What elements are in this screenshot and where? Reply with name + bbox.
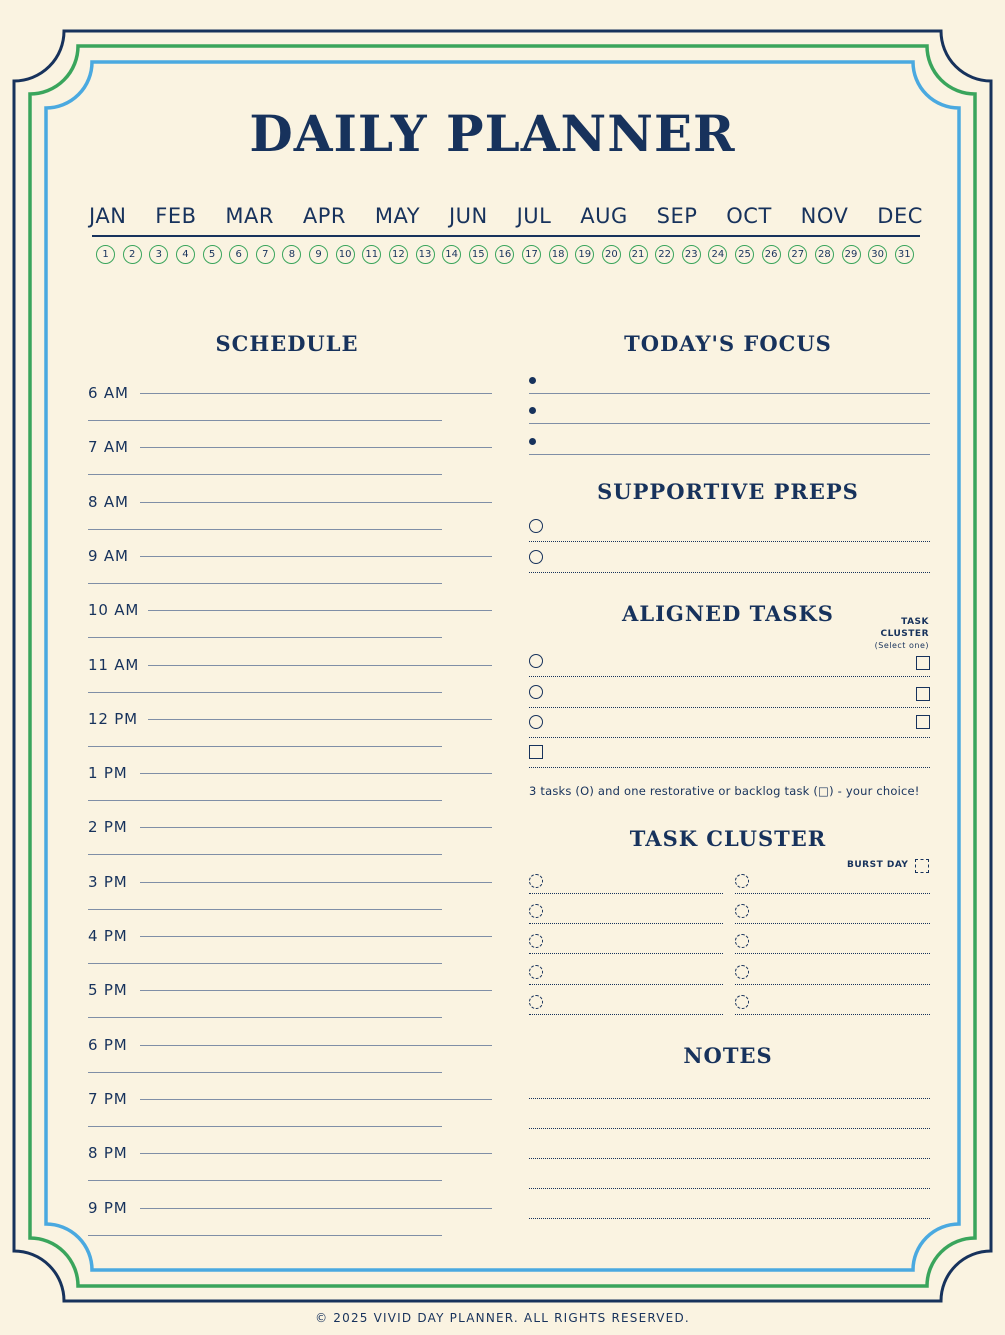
schedule-line	[88, 420, 442, 421]
schedule-line	[140, 1099, 492, 1100]
day-6[interactable]: 6	[229, 245, 248, 264]
schedule-line	[88, 909, 442, 910]
day-4[interactable]: 4	[176, 245, 195, 264]
cluster-task-row[interactable]	[735, 992, 930, 1015]
month-aug[interactable]: AUG	[580, 204, 628, 228]
day-26[interactable]: 26	[762, 245, 781, 264]
time-label: 12 PM	[88, 709, 138, 728]
square-checkbox-icon[interactable]	[916, 715, 930, 729]
schedule-line	[88, 854, 442, 855]
aligned-task-row[interactable]	[529, 652, 930, 677]
cluster-task-row[interactable]	[735, 871, 930, 894]
month-divider	[92, 235, 920, 237]
page-title: DAILY PLANNER	[249, 104, 736, 163]
circle-checkbox-icon[interactable]	[529, 550, 543, 564]
month-may[interactable]: MAY	[374, 204, 421, 228]
schedule-line	[140, 773, 492, 774]
circle-checkbox-icon[interactable]	[529, 685, 543, 699]
day-12[interactable]: 12	[389, 245, 408, 264]
time-label: 5 PM	[88, 981, 128, 1000]
backlog-task-row[interactable]	[529, 743, 930, 768]
time-label: 6 AM	[88, 384, 129, 402]
dashed-circle-checkbox-icon[interactable]	[529, 874, 543, 888]
dashed-circle-checkbox-icon[interactable]	[529, 995, 543, 1009]
time-label: 1 PM	[88, 764, 128, 783]
prep-item[interactable]	[529, 548, 930, 573]
month-oct[interactable]: OCT	[726, 204, 772, 228]
focus-item[interactable]	[529, 372, 930, 394]
schedule-line	[140, 447, 492, 448]
notes-heading: NOTES	[683, 1043, 773, 1068]
cluster-task-row[interactable]	[529, 931, 723, 954]
schedule-slot[interactable]	[88, 601, 492, 655]
schedule-slot[interactable]	[88, 981, 492, 1035]
cluster-label-line1: TASK	[901, 617, 929, 627]
schedule-line	[140, 1045, 492, 1046]
month-nov[interactable]: NOV	[800, 204, 849, 228]
aligned-heading: ALIGNED TASKS	[622, 601, 834, 626]
time-label: 7 AM	[88, 438, 129, 457]
circle-checkbox-icon[interactable]	[529, 654, 543, 668]
day-14[interactable]: 14	[442, 245, 461, 264]
circle-checkbox-icon[interactable]	[529, 715, 543, 729]
schedule-line	[140, 990, 492, 991]
schedule-slot[interactable]	[88, 1036, 492, 1090]
month-sep[interactable]: SEP	[656, 204, 698, 228]
prep-item[interactable]	[529, 517, 930, 542]
notes-line[interactable]	[529, 1170, 930, 1189]
month-mar[interactable]: MAR	[225, 204, 274, 228]
day-23[interactable]: 23	[682, 245, 701, 264]
month-apr[interactable]: APR	[302, 204, 346, 228]
day-11[interactable]: 11	[362, 245, 381, 264]
day-3[interactable]: 3	[149, 245, 168, 264]
schedule-line	[88, 1017, 442, 1018]
cluster-task-row[interactable]	[529, 992, 723, 1015]
day-18[interactable]: 18	[549, 245, 568, 264]
time-label: 11 AM	[88, 655, 140, 674]
schedule-line	[140, 827, 492, 828]
square-checkbox-icon[interactable]	[916, 687, 930, 701]
schedule-slot[interactable]	[88, 1144, 492, 1198]
day-15[interactable]: 15	[469, 245, 488, 264]
cluster-task-row[interactable]	[735, 901, 930, 924]
time-label: 2 PM	[88, 818, 128, 837]
aligned-task-row[interactable]	[529, 713, 930, 738]
schedule-slot[interactable]	[88, 710, 492, 764]
month-jul[interactable]: JUL	[516, 204, 552, 228]
day-selector	[96, 245, 914, 265]
bullet-icon	[529, 438, 536, 445]
schedule-line	[88, 800, 442, 801]
day-31[interactable]: 31	[895, 245, 914, 264]
schedule-line	[148, 610, 492, 611]
cluster-hint: (Select one)	[874, 641, 929, 650]
month-dec[interactable]: DEC	[877, 204, 923, 228]
cluster-task-row[interactable]	[735, 931, 930, 954]
day-13[interactable]: 13	[416, 245, 435, 264]
schedule-line	[140, 502, 492, 503]
schedule-slot[interactable]	[88, 818, 492, 872]
preps-heading: SUPPORTIVE PREPS	[597, 479, 859, 504]
day-5[interactable]: 5	[203, 245, 222, 264]
focus-heading: TODAY'S FOCUS	[624, 331, 832, 356]
schedule-line	[88, 963, 442, 964]
schedule-line	[148, 719, 492, 720]
schedule-line	[88, 746, 442, 747]
day-7[interactable]: 7	[256, 245, 275, 264]
dashed-circle-checkbox-icon[interactable]	[735, 874, 749, 888]
schedule-line	[88, 583, 442, 584]
day-29[interactable]: 29	[842, 245, 861, 264]
focus-item[interactable]	[529, 433, 930, 455]
day-19[interactable]: 19	[575, 245, 594, 264]
day-24[interactable]: 24	[708, 245, 727, 264]
schedule-slot[interactable]	[88, 547, 492, 601]
month-feb[interactable]: FEB	[155, 204, 197, 228]
cluster-task-row[interactable]	[529, 962, 723, 985]
cluster-column-label	[875, 616, 929, 652]
month-jun[interactable]: JUN	[448, 204, 488, 228]
time-label: 3 PM	[88, 872, 128, 891]
cluster-heading: TASK CLUSTER	[629, 826, 827, 851]
notes-line[interactable]	[529, 1110, 930, 1129]
time-label: 9 PM	[88, 1198, 128, 1217]
schedule-line	[140, 1208, 492, 1209]
aligned-tasks-note: 3 tasks (O) and one restorative or backlog task (□) - your choice!	[529, 784, 920, 798]
focus-item[interactable]	[529, 402, 930, 424]
schedule-line	[88, 692, 442, 693]
schedule-heading: SCHEDULE	[215, 331, 359, 356]
time-label: 8 PM	[88, 1144, 128, 1163]
dashed-circle-checkbox-icon[interactable]	[529, 934, 543, 948]
aligned-task-row[interactable]	[529, 683, 930, 708]
day-20[interactable]: 20	[602, 245, 621, 264]
schedule-line	[88, 529, 442, 530]
month-selector	[89, 204, 923, 234]
notes-line[interactable]	[529, 1080, 930, 1099]
copyright-footer: © 2025 VIVID DAY PLANNER. ALL RIGHTS RESERVED.	[315, 1311, 690, 1325]
schedule-line	[88, 474, 442, 475]
square-checkbox-icon[interactable]	[916, 656, 930, 670]
schedule-line	[140, 936, 492, 937]
burst-day-label: BURST DAY	[847, 860, 909, 870]
day-1[interactable]: 1	[96, 245, 115, 264]
schedule-slot[interactable]	[88, 438, 492, 492]
schedule-line	[140, 393, 492, 394]
cluster-task-row[interactable]	[529, 871, 723, 894]
day-25[interactable]: 25	[735, 245, 754, 264]
time-label: 9 AM	[88, 546, 129, 565]
bullet-icon	[529, 407, 536, 414]
month-jan[interactable]: JAN	[89, 204, 127, 228]
dashed-circle-checkbox-icon[interactable]	[735, 965, 749, 979]
day-16[interactable]: 16	[495, 245, 514, 264]
schedule-line	[148, 665, 492, 666]
schedule-line	[88, 1180, 442, 1181]
time-label: 4 PM	[88, 927, 128, 945]
schedule-slot[interactable]	[88, 927, 492, 981]
cluster-task-row[interactable]	[735, 962, 930, 985]
schedule-slot[interactable]	[88, 1199, 492, 1253]
day-17[interactable]: 17	[522, 245, 541, 264]
day-28[interactable]: 28	[815, 245, 834, 264]
day-21[interactable]: 21	[629, 245, 648, 264]
cluster-task-row[interactable]	[529, 901, 723, 924]
schedule-line	[140, 1153, 492, 1154]
bullet-icon	[529, 377, 536, 384]
day-22[interactable]: 22	[655, 245, 674, 264]
cluster-label-line2: CLUSTER	[880, 629, 929, 639]
dashed-circle-checkbox-icon[interactable]	[735, 995, 749, 1009]
day-9[interactable]: 9	[309, 245, 328, 264]
schedule-slot[interactable]	[88, 384, 492, 438]
schedule-line	[88, 1072, 442, 1073]
dashed-circle-checkbox-icon[interactable]	[529, 904, 543, 918]
schedule-line	[88, 1126, 442, 1127]
square-checkbox-icon[interactable]	[529, 745, 543, 759]
circle-checkbox-icon[interactable]	[529, 519, 543, 533]
day-8[interactable]: 8	[282, 245, 301, 264]
schedule-slot[interactable]	[88, 1090, 492, 1144]
day-10[interactable]: 10	[336, 245, 355, 264]
schedule-line	[88, 1235, 442, 1236]
schedule-line	[140, 556, 492, 557]
time-label: 10 AM	[88, 601, 140, 620]
schedule-slot[interactable]	[88, 764, 492, 818]
schedule-slot[interactable]	[88, 493, 492, 547]
time-label: 6 PM	[88, 1035, 128, 1054]
schedule-line	[88, 637, 442, 638]
day-27[interactable]: 27	[788, 245, 807, 264]
day-30[interactable]: 30	[868, 245, 887, 264]
day-2[interactable]: 2	[123, 245, 142, 264]
dashed-circle-checkbox-icon[interactable]	[735, 934, 749, 948]
schedule-slot[interactable]	[88, 873, 492, 927]
notes-line[interactable]	[529, 1200, 930, 1219]
time-label: 8 AM	[88, 492, 129, 511]
time-label: 7 PM	[88, 1089, 128, 1108]
dashed-circle-checkbox-icon[interactable]	[529, 965, 543, 979]
schedule-slot[interactable]	[88, 656, 492, 710]
schedule-line	[140, 882, 492, 883]
notes-line[interactable]	[529, 1140, 930, 1159]
dashed-circle-checkbox-icon[interactable]	[735, 904, 749, 918]
